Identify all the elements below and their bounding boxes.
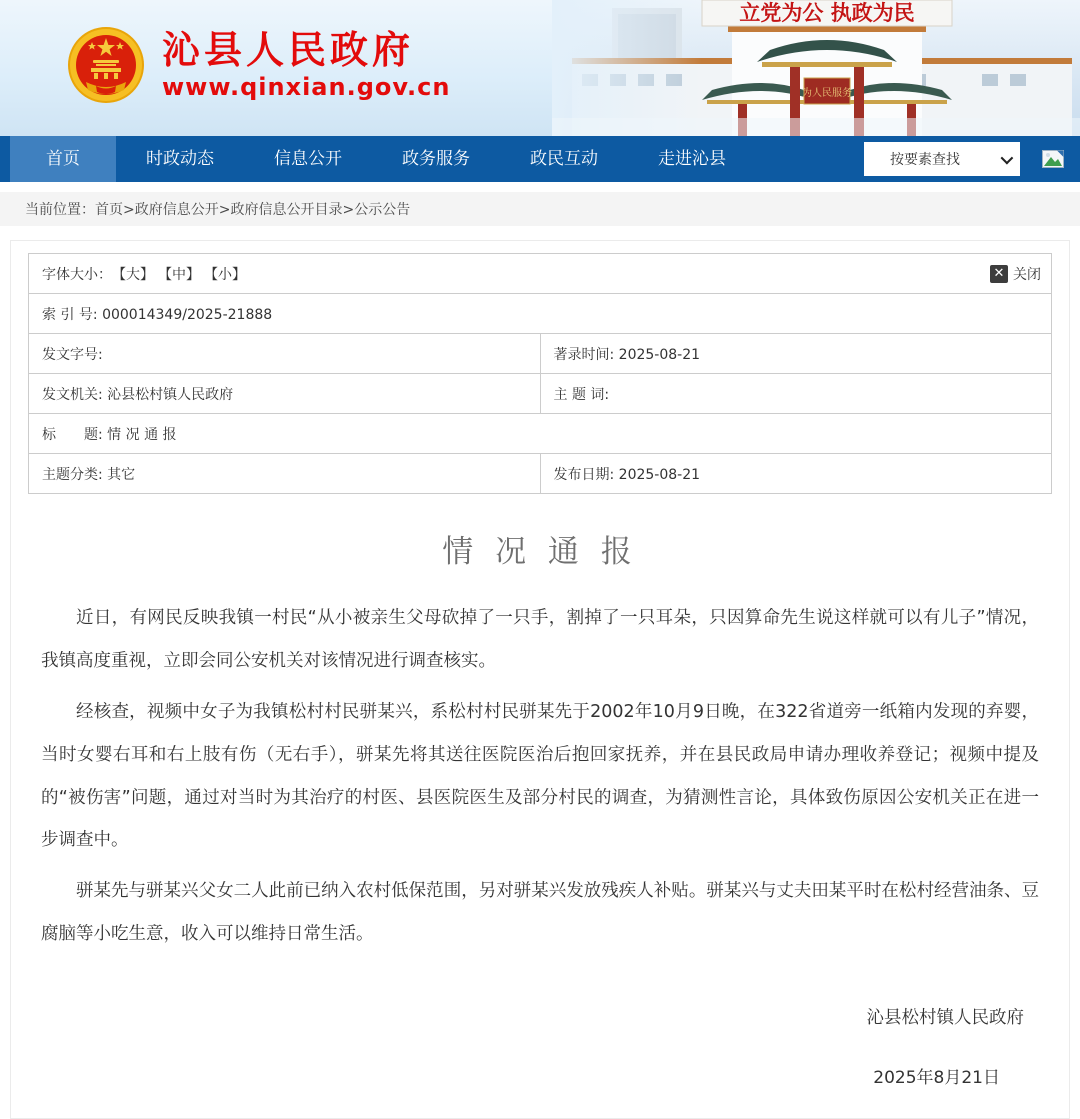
site-header [0,0,1080,136]
content-container [10,240,1070,1119]
index-number-label: 索 引 号: [42,306,98,323]
chevron-down-icon [1001,151,1014,164]
site-logo[interactable] [66,22,450,108]
article-paragraph-2: 经核查，视频中女子为我镇松村村民骈某兴，系松村村民骈某先于2002年10月9日晚，在322省道旁一纸箱内发现的弃婴，当时女婴右耳和右上肢有伤（无右手），骈某先将其送往医院医治后抱回家抚养，并在县民政局申请办理收养登记；视频中提及的“被伤害”问题，通过对当时为其治疗的村医、县医院医生及部分村民的调查，为猜测性言论，具体致伤原因公安机关正在进一步调查中。 [41,701,1039,851]
nav-item-interaction[interactable]: 政民互动 [530,149,598,169]
font-size-large-button[interactable]: 【大】 [112,266,154,283]
nav-item-info-disclosure[interactable]: 信息公开 [274,149,342,169]
national-emblem-icon [66,22,146,108]
banner-slogan-text: 立党为公 执政为民 [739,1,915,25]
meta-row-index [29,294,1052,334]
close-button[interactable] [990,264,1051,284]
meta-row-title [29,414,1052,454]
record-time-label: 著录时间: [553,346,615,363]
font-size-medium-button[interactable]: 【中】 [158,266,200,283]
header-banner-photo [552,0,1080,136]
issuing-org-value: 沁县松村镇人民政府 [107,386,234,403]
meta-cell-issuing-org [29,374,541,414]
article-body [28,597,1052,956]
doc-title-label: 标 题: [42,426,103,443]
category-label: 主题分类: [42,466,103,483]
nav-item-home[interactable]: 首页 [10,136,116,182]
doc-number-label: 发文字号: [42,346,103,363]
breadcrumb [0,192,1080,226]
meta-cell-subject-words [540,374,1052,414]
breadcrumb-label: 当前位置： [25,202,95,218]
font-size-label: 字体大小： [42,266,112,283]
subject-words-label: 主 题 词: [553,386,610,403]
index-number-value: 000014349/2025-21888 [102,306,273,323]
close-label: 关闭 [1013,266,1041,283]
broken-image-icon[interactable] [1042,150,1064,168]
banner-plaque-text: 为人民服务 [802,88,852,99]
article-title: 情 况 通 报 [442,534,638,570]
document-meta-table [28,253,1052,494]
nav-item-news[interactable]: 时政动态 [146,149,214,169]
site-url[interactable]: www.qinxian.gov.cn [162,72,451,101]
nav-item-gov-services[interactable]: 政务服务 [402,149,470,169]
article-paragraph-3: 骈某先与骈某兴父女二人此前已纳入农村低保范围，另对骈某兴发放残疾人补贴。骈某兴与丈夫田某平时在松村经营油条、豆腐脑等小吃生意，收入可以维持日常生活。 [41,881,1039,945]
nav-right-tools [864,136,1080,182]
issuing-org-label: 发文机关: [42,386,103,403]
meta-cell-doc-number [29,334,541,374]
site-title-block [162,29,450,101]
record-time-value: 2025-08-21 [618,346,701,363]
search-by-element-select[interactable] [864,142,1020,176]
close-icon: ✕ [990,265,1008,283]
site-name: 沁县人民政府 [162,28,415,73]
publish-date-label: 发布日期: [553,466,615,483]
breadcrumb-path[interactable]: 首页>政府信息公开>政府信息公开目录>公示公告 [95,202,411,218]
nav-item-about-qinxian[interactable]: 走进沁县 [658,149,726,169]
doc-title-value: 情 况 通 报 [107,426,177,443]
font-size-small-button[interactable]: 【小】 [204,266,246,283]
meta-cell-publish-date [540,454,1052,494]
search-select-value: 按要素查找 [890,152,960,168]
article-signature: 沁县松村镇人民政府 [866,1008,1024,1028]
article-date: 2025年8月21日 [873,1068,1000,1088]
publish-date-value: 2025-08-21 [618,466,701,483]
meta-cell-category [29,454,541,494]
meta-cell-record-time [540,334,1052,374]
main-nav [0,136,1080,182]
article-paragraph-1: 近日，有网民反映我镇一村民“从小被亲生父母砍掉了一只手，割掉了一只耳朵，只因算命先生说这样就可以有儿子”情况，我镇高度重视，立即会同公安机关对该情况进行调查核实。 [41,608,1039,671]
category-value: 其它 [107,466,136,483]
